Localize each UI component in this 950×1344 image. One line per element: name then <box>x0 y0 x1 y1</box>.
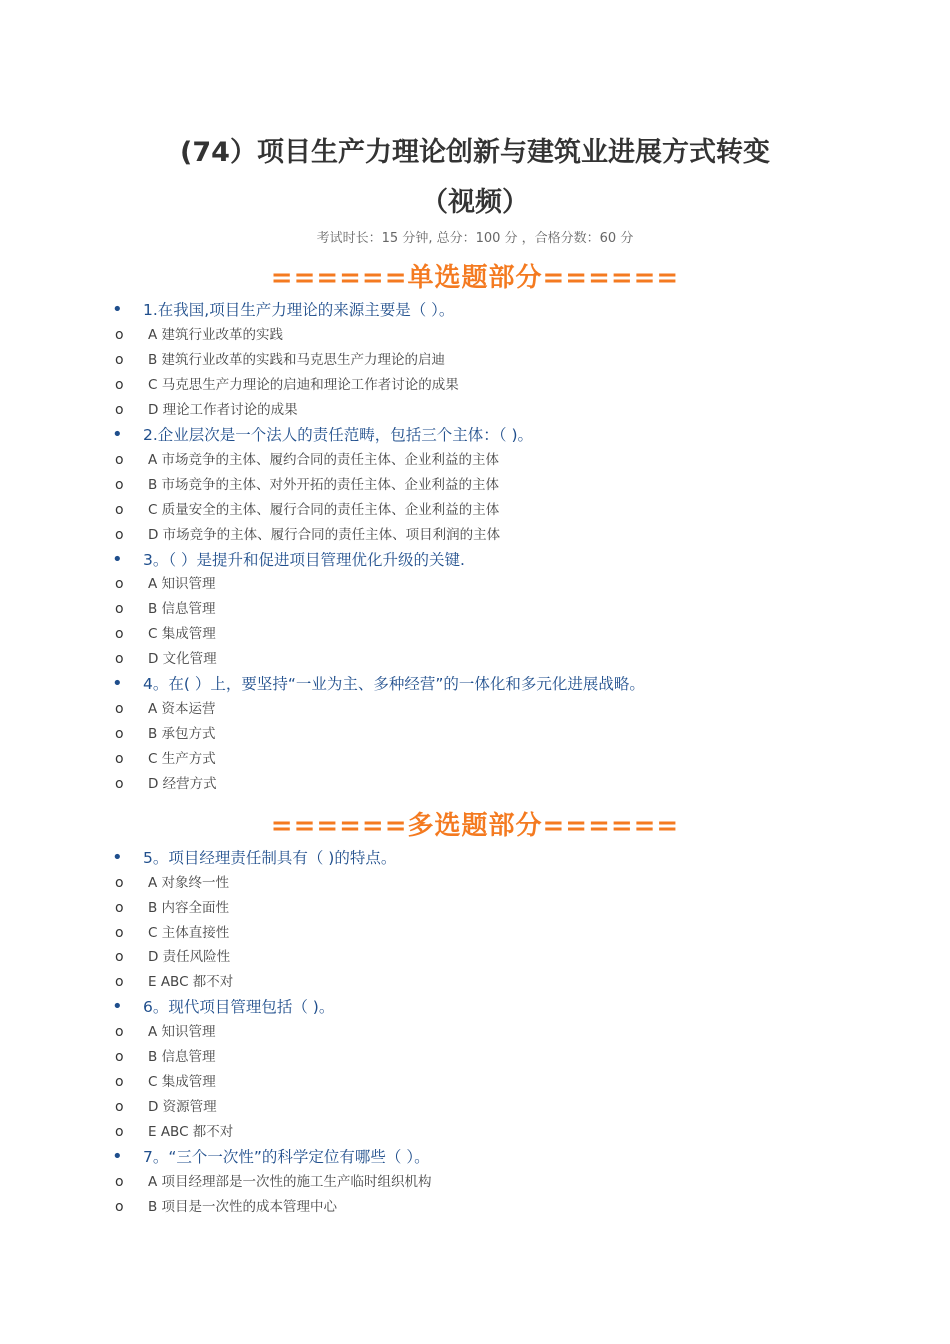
option-text[interactable]: C 生产方式 <box>148 751 216 767</box>
option-row[interactable] <box>0 1171 950 1195</box>
document-title: (74）项目生产力理论创新与建筑业进展方式转变 <box>180 137 770 168</box>
option-text[interactable]: A 项目经理部是一次性的施工生产临时组织机构 <box>148 1174 432 1190</box>
option-bullet: o <box>115 352 124 368</box>
option-row[interactable] <box>0 1071 950 1095</box>
option-text[interactable]: B 项目是一次性的成本管理中心 <box>148 1199 338 1215</box>
option-text[interactable]: A 市场竞争的主体、履约合同的责任主体、企业利益的主体 <box>148 452 500 468</box>
option-text[interactable]: A 对象终一性 <box>148 875 230 891</box>
option-bullet: o <box>115 726 124 742</box>
option-text[interactable]: D 责任风险性 <box>148 949 231 965</box>
question-text: 6。现代项目管理包括（ )。 <box>143 998 335 1016</box>
option-bullet: o <box>115 502 124 518</box>
question-bullet: • <box>112 673 123 694</box>
question-text: 7。“三个一次性”的科学定位有哪些（ ）。 <box>143 1148 430 1166</box>
option-row[interactable] <box>0 598 950 622</box>
question-row <box>0 424 950 448</box>
question-row <box>0 847 950 871</box>
option-bullet: o <box>115 626 124 642</box>
option-text[interactable]: D 经营方式 <box>148 776 217 792</box>
option-bullet: o <box>115 576 124 592</box>
exam-info: 考试时长：15 分钟, 总分：100 分 ，合格分数：60 分 <box>316 231 634 246</box>
option-row[interactable] <box>0 474 950 498</box>
option-bullet: o <box>115 1049 124 1065</box>
option-bullet: o <box>115 751 124 767</box>
option-row[interactable] <box>0 374 950 398</box>
option-row[interactable] <box>0 573 950 597</box>
option-text[interactable]: D 资源管理 <box>148 1099 217 1115</box>
question-text: 4。在( ）上，要坚持“一业为主、多种经营”的一体化和多元化进展战略。 <box>143 675 645 693</box>
question-text: 3。（ ）是提升和促进项目管理优化升级的关键. <box>143 551 465 569</box>
option-bullet: o <box>115 776 124 792</box>
option-text[interactable]: A 知识管理 <box>148 576 216 592</box>
option-bullet: o <box>115 527 124 543</box>
option-text[interactable]: E ABC 都不对 <box>148 974 234 990</box>
option-bullet: o <box>115 1074 124 1090</box>
option-row[interactable] <box>0 324 950 348</box>
section-header-multiple-choice: ======多选题部分====== <box>270 811 680 841</box>
question-bullet: • <box>112 996 123 1017</box>
option-text[interactable]: B 市场竞争的主体、对外开拓的责任主体、企业利益的主体 <box>148 477 500 493</box>
option-row[interactable] <box>0 971 950 995</box>
option-row[interactable] <box>0 524 950 548</box>
option-row[interactable] <box>0 499 950 523</box>
option-text[interactable]: E ABC 都不对 <box>148 1124 234 1140</box>
option-bullet: o <box>115 601 124 617</box>
option-bullet: o <box>115 1099 124 1115</box>
option-bullet: o <box>115 925 124 941</box>
option-text[interactable]: B 信息管理 <box>148 601 216 617</box>
option-text[interactable]: C 质量安全的主体、履行合同的责任主体、企业利益的主体 <box>148 502 500 518</box>
option-row[interactable] <box>0 1021 950 1045</box>
option-bullet: o <box>115 1024 124 1040</box>
question-row <box>0 549 950 573</box>
option-bullet: o <box>115 974 124 990</box>
option-row[interactable] <box>0 449 950 473</box>
option-text[interactable]: B 建筑行业改革的实践和马克思生产力理论的启迪 <box>148 352 446 368</box>
question-row <box>0 1146 950 1170</box>
option-bullet: o <box>115 377 124 393</box>
option-row[interactable] <box>0 1196 950 1220</box>
question-bullet: • <box>112 847 123 868</box>
option-bullet: o <box>115 477 124 493</box>
option-text[interactable]: A 资本运营 <box>148 701 216 717</box>
option-row[interactable] <box>0 1121 950 1145</box>
option-text[interactable]: C 集成管理 <box>148 1074 216 1090</box>
option-row[interactable] <box>0 1096 950 1120</box>
option-bullet: o <box>115 1199 124 1215</box>
question-text: 2.企业层次是一个法人的责任范畴，包括三个主体：（ )。 <box>143 426 534 444</box>
option-row[interactable] <box>0 946 950 970</box>
option-text[interactable]: C 主体直接性 <box>148 925 230 941</box>
option-bullet: o <box>115 452 124 468</box>
question-row <box>0 299 950 323</box>
option-row[interactable] <box>0 1046 950 1070</box>
option-text[interactable]: B 信息管理 <box>148 1049 216 1065</box>
option-bullet: o <box>115 875 124 891</box>
option-bullet: o <box>115 1124 124 1140</box>
option-bullet: o <box>115 402 124 418</box>
option-row[interactable] <box>0 922 950 946</box>
document-subtitle: （视频） <box>421 187 529 218</box>
option-bullet: o <box>115 1174 124 1190</box>
option-row[interactable] <box>0 648 950 672</box>
option-text[interactable]: D 理论工作者讨论的成果 <box>148 402 298 418</box>
option-text[interactable]: D 市场竞争的主体、履行合同的责任主体、项目利润的主体 <box>148 527 501 543</box>
option-bullet: o <box>115 949 124 965</box>
question-bullet: • <box>112 549 123 570</box>
option-row[interactable] <box>0 748 950 772</box>
option-text[interactable]: A 知识管理 <box>148 1024 216 1040</box>
question-bullet: • <box>112 424 123 445</box>
option-text[interactable]: B 内容全面性 <box>148 900 230 916</box>
option-row[interactable] <box>0 773 950 797</box>
option-bullet: o <box>115 327 124 343</box>
question-text: 1.在我国,项目生产力理论的来源主要是（ ）。 <box>143 301 455 319</box>
option-text[interactable]: A 建筑行业改革的实践 <box>148 327 284 343</box>
option-row[interactable] <box>0 872 950 896</box>
option-bullet: o <box>115 651 124 667</box>
question-bullet: • <box>112 1146 123 1167</box>
question-bullet: • <box>112 299 123 320</box>
option-row[interactable] <box>0 897 950 921</box>
question-row <box>0 996 950 1020</box>
option-row[interactable] <box>0 349 950 373</box>
option-row[interactable] <box>0 698 950 722</box>
option-text[interactable]: C 马克思生产力理论的启迪和理论工作者讨论的成果 <box>148 377 459 393</box>
option-bullet: o <box>115 900 124 916</box>
option-bullet: o <box>115 701 124 717</box>
question-row <box>0 673 950 697</box>
option-text[interactable]: D 文化管理 <box>148 651 217 667</box>
option-text[interactable]: B 承包方式 <box>148 726 216 742</box>
option-row[interactable] <box>0 723 950 747</box>
option-text[interactable]: C 集成管理 <box>148 626 216 642</box>
option-row[interactable] <box>0 399 950 423</box>
option-row[interactable] <box>0 623 950 647</box>
question-text: 5。项目经理责任制具有（ )的特点。 <box>143 849 397 867</box>
section-header-single-choice: ======单选题部分====== <box>270 263 680 293</box>
